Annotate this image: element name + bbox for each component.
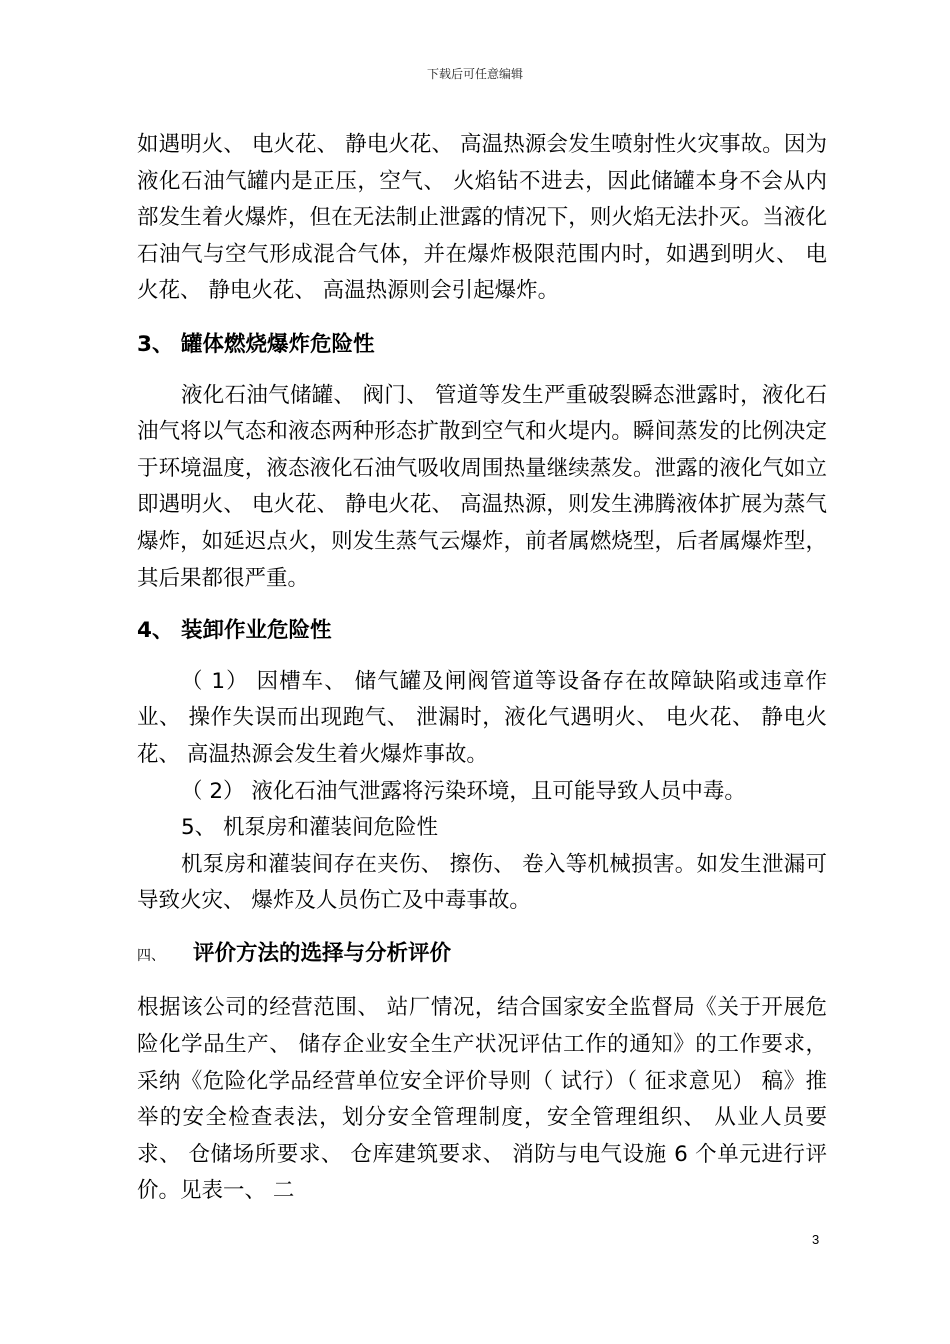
heading-evaluation-method: [137, 936, 827, 975]
paragraph-pump-room: 机泵房和灌装间存在夹伤、 擦伤、 卷入等机械损害。如发生泄漏可导致火灾、 爆炸及人员伤亡及中毒事故。: [137, 851, 827, 914]
heading-pump-room: 5、 机泵房和灌装间危险性: [181, 815, 439, 841]
paragraph-evaluation: 根据该公司的经营范围、 站厂情况，结合国家安全监督局《关于开展危险化学品生产、 储存企业安全生产状况评估工作的通知》的工作要求，采纳《危险化学品经营单位安全评价导则（ 试行）（ 征求意见） 稿》推举的安全检查表法，划分安全管理制度，安全管理组织、 从业人员要求、 仓储场所要求、 仓库建筑要求、 消防与电气设施 6 个单元进行评价。见表一、 二: [137, 995, 827, 1204]
paragraph-loading-item-2: （ 2） 液化石油气泄露将污染环境，且可能导致人员中毒。: [181, 778, 746, 804]
section-title: 评价方法的选择与分析评价: [193, 940, 452, 966]
document-body: [137, 127, 827, 1210]
page-header: 下载后可任意编辑: [426, 67, 523, 81]
heading-tank-explosion: 3、 罐体燃烧爆炸危险性: [137, 331, 375, 357]
paragraph-loading-item-1: （ 1） 因槽车、 储气罐及闸阀管道等设备存在故障缺陷或违章作业、 操作失误而出现跑气、 泄漏时，液化气遇明火、 电火花、 静电火花、 高温热源会发生着火爆炸事故。: [137, 668, 827, 767]
paragraph-tank-leak: 液化石油气储罐、 阀门、 管道等发生严重破裂瞬态泄露时，液化石油气将以气态和液态两种形态扩散到空气和火堤内。瞬间蒸发的比例决定于环境温度，液态液化石油气吸收周围热量继续蒸发。泄露的液化气如立即遇明火、 电火花、 静电火花、 高温热源，则发生沸腾液体扩展为蒸气爆炸，如延迟点火，则发生蒸气云爆炸，前者属燃烧型，后者属爆炸型，其后果都很严重。: [137, 382, 827, 591]
heading-loading-hazard: 4、 装卸作业危险性: [137, 618, 332, 644]
paragraph-fire-hazard: 如遇明火、 电火花、 静电火花、 高温热源会发生喷射性火灾事故。因为液化石油气罐内是正压，空气、 火焰钻不进去，因此储罐本身不会从内部发生着火爆炸，但在无法制止泄露的情况下，则火焰无法扑灭。当液化石油气与空气形成混合气体，并在爆炸极限范围内时，如遇到明火、 电火花、 静电火花、 高温热源则会引起爆炸。: [137, 132, 827, 304]
page-number: 3: [812, 1232, 820, 1247]
section-number: 四、: [137, 947, 165, 964]
